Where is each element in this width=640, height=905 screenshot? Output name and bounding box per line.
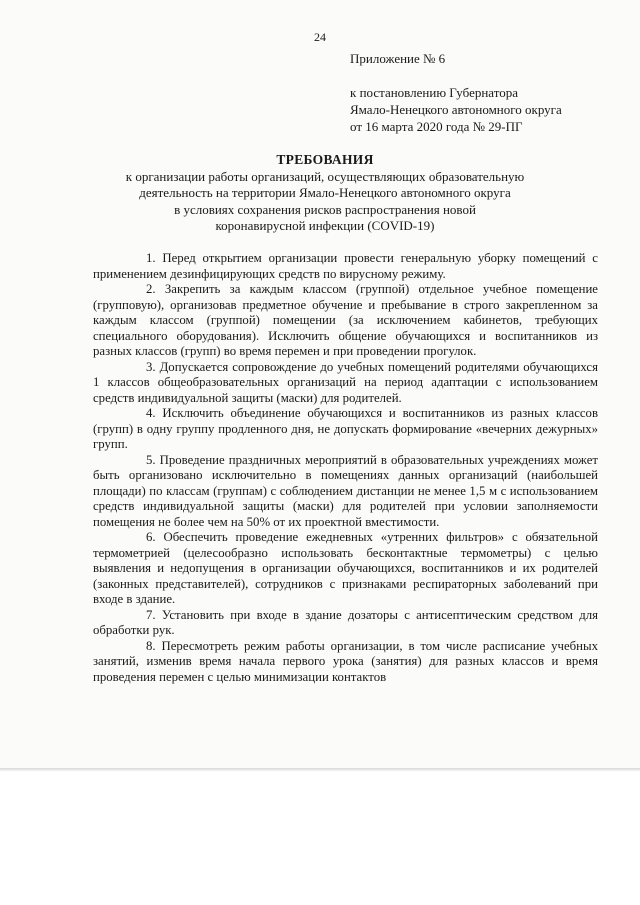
document-title: ТРЕБОВАНИЯ [276, 152, 374, 167]
heading-line-3: в условиях сохранения рисков распространения новой [174, 201, 476, 217]
requirement-item-4: 4. Исключить объединение обучающихся и воспитанников из разных классов (групп) в одну группу продленного дня, не допускать формирование «вечерних дежурных» групп. [93, 406, 598, 451]
requirements-list [93, 251, 598, 685]
requirement-item-2: 2. Закрепить за каждым классом (группой) отдельное учебное помещение (групповую), организовав предметное обучение и пребывание в строго закрепленном за каждым классом (группой) помещении (за исключением кабинетов, требующих специального оборудования). Исключить общение обучающихся и воспитанников из разных классов (групп) во время перемен и при проведении прогулок. [93, 282, 598, 358]
requirement-item-5: 5. Проведение праздничных мероприятий в образовательных учреждениях может быть организовано исключительно в помещениях данных организаций (наибольшей площади) по классам (группам) с соблюдением дистанции не менее 1,5 м с использованием средств индивидуальной защиты (маски) для родителей при условии заполняемости помещения не более чем на 50% от их проектной вместимости. [93, 452, 598, 529]
requirement-item-3: 3. Допускается сопровождение до учебных помещений родителями обучающихся 1 классов общеобразовательных организаций на период адаптации с использованием средств индивидуальной защиты (маски) для родителей. [93, 359, 598, 405]
heading-line-4: коронавирусной инфекции (COVID-19) [215, 218, 435, 233]
heading-line-2: деятельность на территории Ямало-Ненецкого автономного округа [139, 185, 511, 200]
requirement-item-6: 6. Обеспечить проведение ежедневных «утренних фильтров» с обязательной термометрией (целесообразно использовать бесконтактные термометры) с целью выявления и недопущения в организации обучающихся, воспитанников и их родителей (законных представителей), сотрудников с признаками респираторных заболеваний при входе в здание. [93, 530, 598, 606]
requirement-item-8: 8. Пересмотреть режим работы организации, в том числе расписание учебных занятий, изменив время начала первого урока (занятия) для разных классов и время проведения перемен с целью минимизации контактов [93, 638, 598, 684]
requirement-item-7: 7. Установить при входе в здание дозаторы с антисептическим средством для обработки рук. [93, 607, 598, 637]
appendix-title: Приложение № 6 [350, 51, 446, 66]
appendix-line-2: Ямало-Ненецкого автономного округа [350, 102, 562, 117]
heading-line-1: к организации работы организаций, осуществляющих образовательную [125, 168, 525, 184]
scan-bottom-edge [0, 768, 640, 771]
appendix-line-1: к постановлению Губернатора [350, 85, 519, 100]
requirement-item-1: 1. Перед открытием организации провести генеральную уборку помещений с применением дезинфицирующих средств по вирусному режиму. [93, 251, 598, 281]
document-heading [90, 152, 560, 235]
appendix-block [350, 50, 562, 135]
appendix-line-3: от 16 марта 2020 года № 29-ПГ [350, 119, 523, 134]
page-number: 24 [314, 30, 326, 44]
